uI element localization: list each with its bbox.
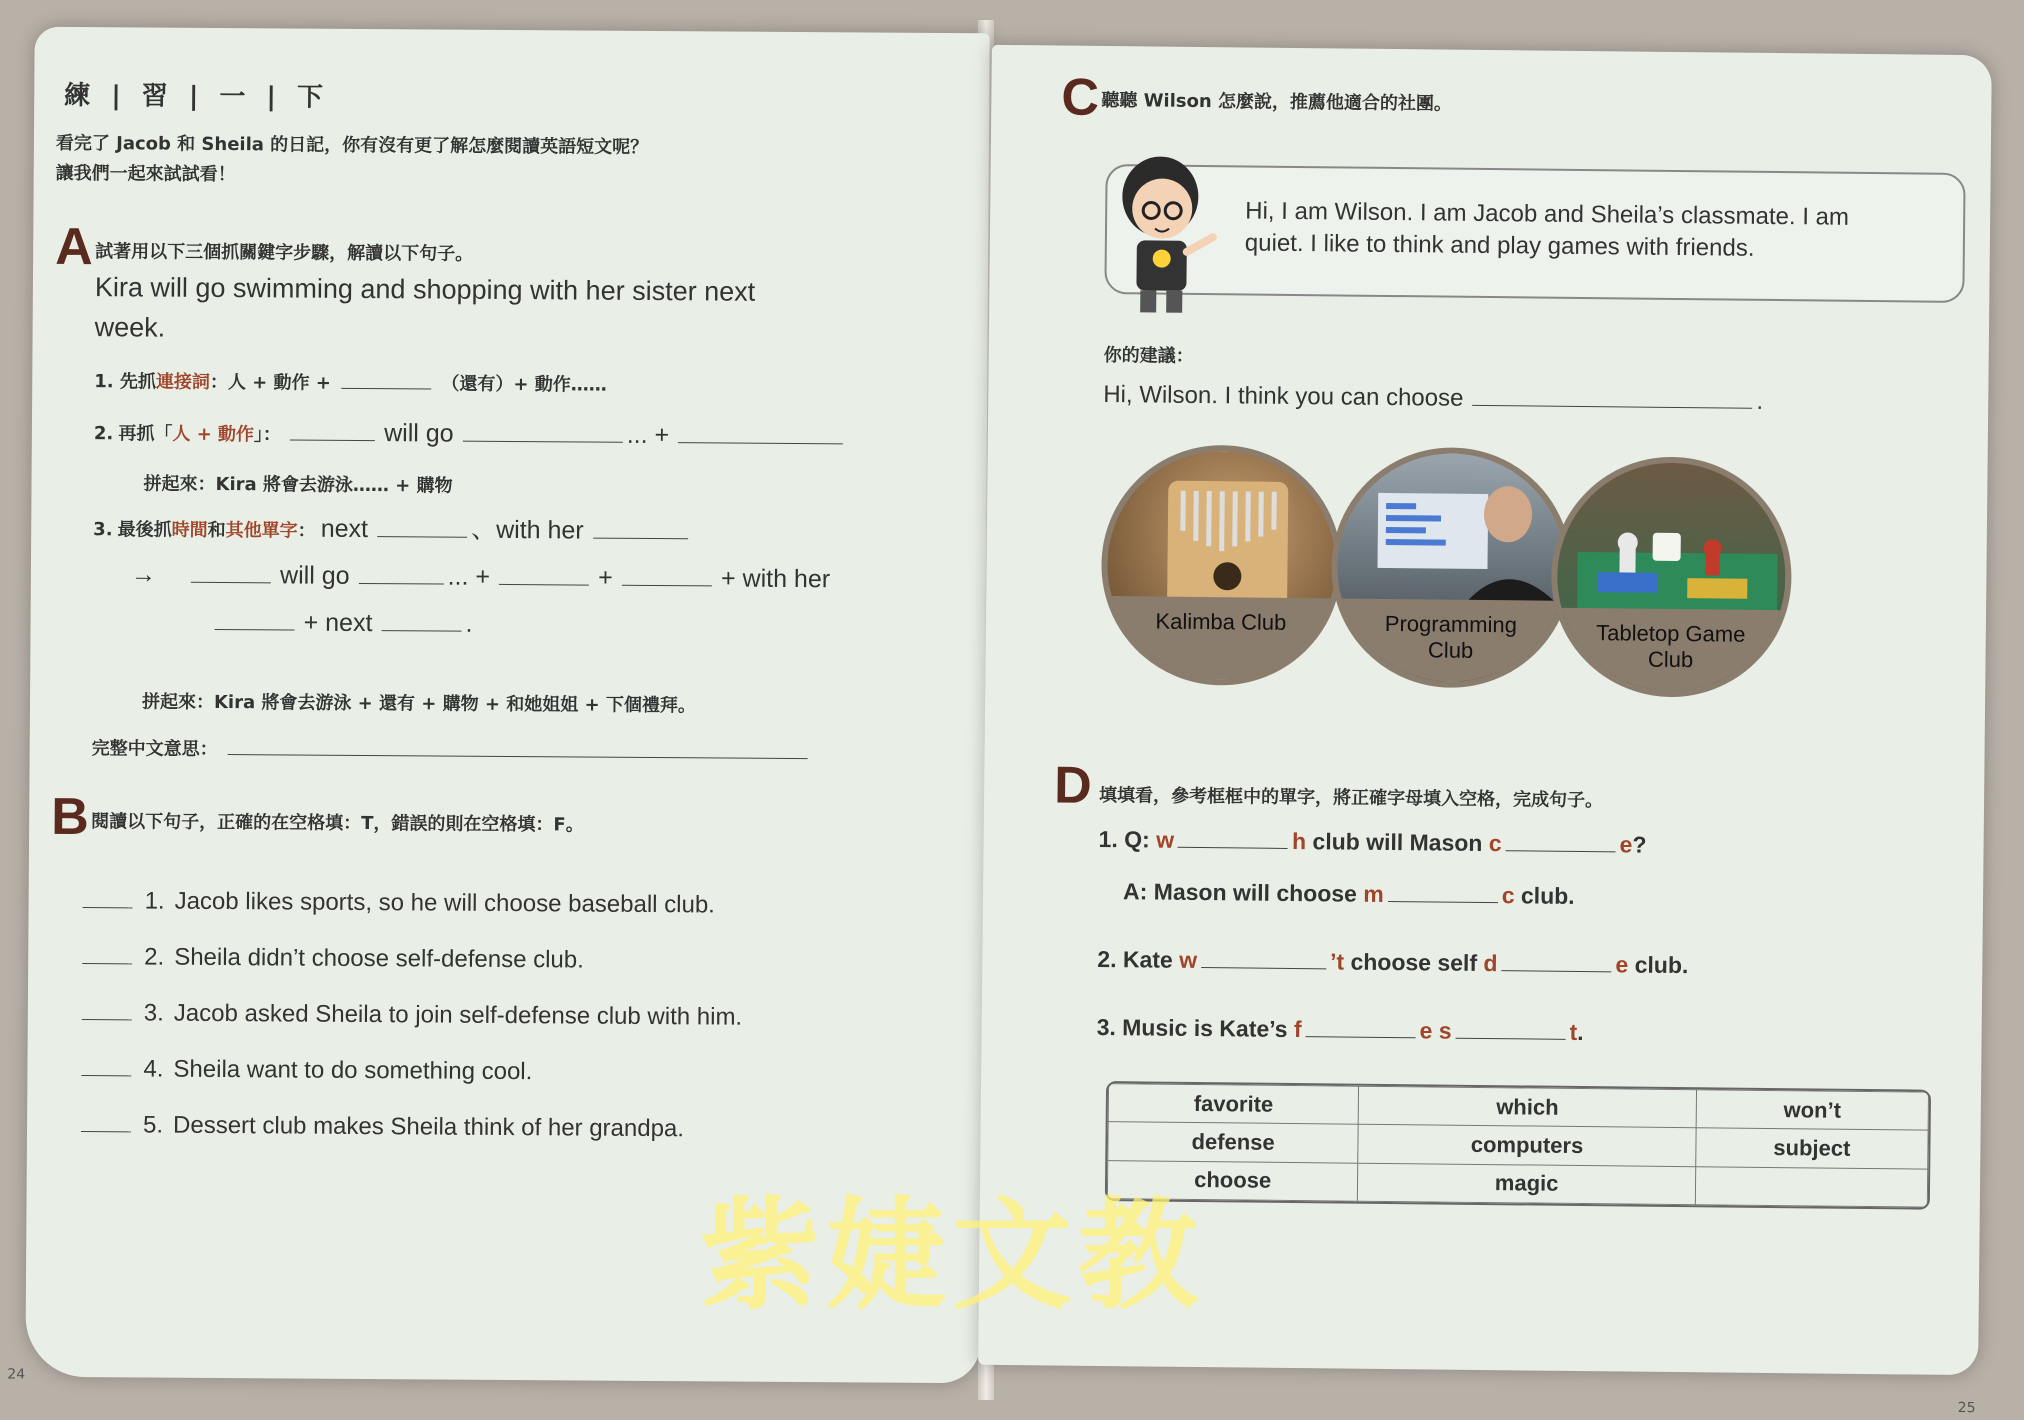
d-q3-e: e <box>1419 1017 1433 1044</box>
word-cell <box>1695 1166 1928 1207</box>
suggestion-label: 你的建議： <box>1103 344 1194 367</box>
arrow-blank2[interactable] <box>359 583 444 585</box>
club-label: Tabletop Game Club <box>1556 608 1785 692</box>
d-q1-m: m <box>1363 880 1384 907</box>
d-q1-h: h <box>1291 827 1307 855</box>
section-a-sentence-line2: week. <box>94 312 166 343</box>
d-q3-blank1[interactable] <box>1306 1036 1416 1038</box>
arrow-willgo: will go <box>279 561 350 590</box>
section-b-letter: B <box>51 787 89 847</box>
word-cell: defense <box>1108 1122 1359 1163</box>
step1-post: （還有）+ 動作…… <box>441 373 607 396</box>
step1-pre: 先抓 <box>119 371 156 393</box>
step3-highlight-time: 時間 <box>171 519 208 541</box>
tf-item-num: 2. <box>144 943 165 971</box>
d-q2-blank2[interactable] <box>1501 970 1611 972</box>
section-c-letter: C <box>1061 68 1100 127</box>
d-q1-e: e <box>1619 831 1633 858</box>
d-q1-a: A: Mason will choose <box>1122 878 1358 907</box>
d-q1-mid: club will Mason <box>1312 828 1483 856</box>
d-q3-num: 3. <box>1096 1013 1116 1041</box>
arrow-line2 <box>210 608 472 639</box>
step2-num: 2. <box>93 423 114 445</box>
step3 <box>93 507 692 547</box>
speech-line1: Hi, I am Wilson. I am Jacob and Sheila’s classmate. I am <box>1245 197 1850 231</box>
word-box <box>1105 1081 1931 1210</box>
step2-willgo: will go <box>384 419 454 448</box>
step3-withher: 、with her <box>471 515 584 545</box>
step2-dots: ... + <box>626 420 670 450</box>
d-q2-t: ’t <box>1329 948 1345 975</box>
d-q3-s: s <box>1438 1017 1452 1044</box>
section-d-instruction: 填填看，參考框框中的單字，將正確字母填入空格，完成句子。 <box>1098 784 1604 812</box>
page-number-left: 24 <box>7 1366 26 1383</box>
tf-item <box>77 1055 532 1086</box>
tf-item <box>77 1111 684 1143</box>
section-a-letter: A <box>54 217 93 277</box>
word-cell: which <box>1358 1086 1696 1128</box>
arrow-line1 <box>131 560 830 594</box>
full-meaning <box>92 734 812 765</box>
d-q2-end: club. <box>1634 951 1689 979</box>
step1-mid: ：人 + 動作 + <box>209 371 331 394</box>
d-q3-blank2[interactable] <box>1456 1038 1566 1040</box>
section-c-instruction: 聽聽 Wilson 怎麼說，推薦他適合的社團。 <box>1101 89 1453 115</box>
section-b-instruction: 閱讀以下句子，正確的在空格填：T，錯誤的則在空格填：F。 <box>91 811 584 836</box>
speech-line2: quiet. I like to think and play games with friends. <box>1244 229 1755 262</box>
tf-item-text: Dessert club makes Sheila think of her grandpa. <box>172 1111 685 1143</box>
d-q1-end: ? <box>1632 831 1647 858</box>
step3-combined: 拼起來：Kira 將會去游泳 + 還有 + 購物 + 和她姐姐 + 下個禮拜。 <box>141 691 696 717</box>
d-q2-w: w <box>1179 946 1198 973</box>
d-q1-blank1[interactable] <box>1178 847 1288 849</box>
d-q1-c2: c <box>1501 882 1515 909</box>
tf-item <box>78 943 584 975</box>
step3-pre: 最後抓 <box>117 519 172 541</box>
arrow-plus: + <box>598 563 613 592</box>
page-number-right: 25 <box>1957 1399 1976 1417</box>
arrow-blank4[interactable] <box>622 585 712 587</box>
step2-blank3[interactable] <box>678 442 843 444</box>
step2-blank1[interactable] <box>290 439 375 441</box>
section-a-instruction: 試著用以下三個抓關鍵字步驟，解讀以下句子。 <box>95 241 474 265</box>
tf-item-text: Jacob asked Sheila to join self-defense club with him. <box>173 999 743 1031</box>
page-title: 練 | 習 | 一 | 下 <box>64 80 330 113</box>
step3-num: 3. <box>93 519 113 541</box>
suggestion-line <box>1103 381 1763 416</box>
step3-colon: ： <box>297 520 316 542</box>
tf-item-text: Sheila want to do something cool. <box>173 1055 533 1086</box>
step2 <box>94 417 848 451</box>
word-cell: won’t <box>1696 1090 1929 1131</box>
d-q3-end: . <box>1577 1018 1584 1046</box>
full-meaning-label: 完整中文意思： <box>91 738 218 760</box>
watermark: 紫婕文教 <box>700 1187 1204 1326</box>
d-q3-pre: Music is Kate’s <box>1122 1014 1288 1042</box>
arrow-period: . <box>465 609 473 638</box>
step3-blank2[interactable] <box>593 538 688 540</box>
d-q1-blank3[interactable] <box>1388 901 1498 903</box>
word-cell: magic <box>1358 1163 1696 1205</box>
step2-combined: 拼起來：Kira 將會去游泳…… + 購物 <box>143 473 453 497</box>
tf-item-num: 1. <box>144 887 165 915</box>
step3-blank1[interactable] <box>377 536 467 538</box>
tf-answer-blank[interactable] <box>83 907 133 908</box>
step1 <box>94 367 607 397</box>
arrow-icon: → <box>130 560 156 589</box>
section-d-letter: D <box>1053 756 1093 815</box>
club-tabletop[interactable] <box>1550 456 1793 699</box>
d-q2-pre: Kate <box>1122 946 1173 973</box>
word-cell: favorite <box>1108 1084 1359 1125</box>
step1-num: 1. <box>94 371 114 393</box>
full-meaning-blank[interactable] <box>228 754 808 759</box>
section-a-sentence-line1: Kira will go swimming and shopping with her sister next <box>94 272 756 307</box>
club-label: Kalimba Club <box>1106 596 1335 680</box>
tf-item <box>78 999 743 1032</box>
d-q1-answer <box>1123 878 1575 910</box>
tf-item-text: Jacob likes sports, so he will choose baseball club. <box>174 887 716 919</box>
tf-answer-blank[interactable] <box>81 1131 131 1132</box>
club-label: Programming Club <box>1336 598 1565 682</box>
step2-highlight: 人 + 動作 <box>172 423 255 446</box>
word-cell: choose <box>1107 1160 1358 1201</box>
step3-highlight-other: 其他單字 <box>225 520 298 542</box>
intro-line1: 看完了 Jacob 和 Sheila 的日記，你有沒有更了解怎麼閱讀英語短文呢？ <box>55 132 649 158</box>
d-q1-blank2[interactable] <box>1506 850 1616 852</box>
arrow-blank6[interactable] <box>382 630 462 632</box>
d-q1-q: Q: <box>1124 826 1150 853</box>
tf-answer-blank[interactable] <box>82 963 132 964</box>
step2-blank2[interactable] <box>463 441 623 443</box>
d-q2-mid: choose self <box>1350 948 1478 976</box>
d-q2 <box>1097 946 1688 979</box>
wilson-avatar-icon <box>1104 146 1226 317</box>
arrow-next: + next <box>303 608 373 638</box>
step3-and: 和 <box>207 519 226 542</box>
word-cell: computers <box>1358 1125 1696 1167</box>
intro-line2: 讓我們一起來試試看！ <box>55 162 236 186</box>
word-cell: subject <box>1696 1128 1929 1169</box>
arrow-dots: ... + <box>447 562 491 591</box>
d-q2-num: 2. <box>1097 945 1117 973</box>
tf-answer-blank[interactable] <box>82 1019 132 1020</box>
arrow-blank1[interactable] <box>191 582 271 584</box>
arrow-withher: + with her <box>720 564 831 594</box>
d-q3 <box>1097 1014 1584 1046</box>
arrow-blank3[interactable] <box>499 584 589 586</box>
d-q2-e: e <box>1615 951 1629 978</box>
d-q3-t: t <box>1569 1018 1578 1045</box>
suggestion-text: Hi, Wilson. I think you can choose <box>1103 380 1464 412</box>
tf-item-num: 4. <box>143 1055 164 1083</box>
arrow-blank5[interactable] <box>215 629 295 631</box>
tf-item-text: Sheila didn’t choose self-defense club. <box>174 943 584 974</box>
tf-answer-blank[interactable] <box>81 1075 131 1076</box>
d-q2-d: d <box>1483 949 1498 977</box>
d-q2-blank1[interactable] <box>1201 967 1326 969</box>
d-q1-a-end: club. <box>1520 882 1575 909</box>
d-q1-w: w <box>1156 826 1175 853</box>
suggestion-end: . <box>1756 387 1764 415</box>
step2-post: 」： <box>253 424 282 446</box>
club-programming[interactable] <box>1330 446 1573 689</box>
step1-blank[interactable] <box>341 388 431 390</box>
tf-item-num: 3. <box>143 999 164 1027</box>
step1-highlight: 連接詞 <box>155 371 210 393</box>
d-q3-f: f <box>1293 1016 1302 1043</box>
tf-item <box>79 887 715 919</box>
tf-item-num: 5. <box>142 1111 164 1139</box>
step3-next: next <box>320 514 369 544</box>
step2-pre: 再抓「 <box>118 423 173 445</box>
d-q1 <box>1098 826 1646 859</box>
d-q1-num: 1. <box>1098 825 1118 853</box>
suggestion-blank[interactable] <box>1472 405 1752 409</box>
d-q1-c: c <box>1488 830 1502 857</box>
club-kalimba[interactable] <box>1100 444 1343 687</box>
